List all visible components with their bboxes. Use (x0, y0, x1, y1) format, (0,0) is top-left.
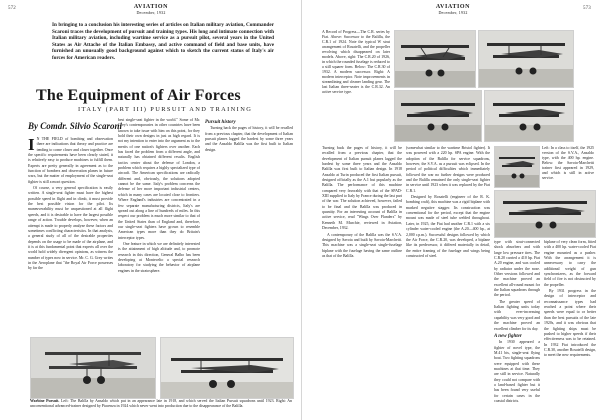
photo-cr32 (484, 90, 574, 142)
paragraph: Of course, a very general specification is easily written. A single-seat fighter must have the highest possible speed in flight and in climb, it must provide the best possible vision for the pilot. Its maneuverability must be unquestioned at all flight speeds, and it is desirable to have the largest possible range of action. Trouble develops, however, when an attempt is made to properly analyze these factors and sometimes conflicting characteristics. In that analysis, a general study of all of the desirable properties depends on the usage to be made of the airplane, and it is at this fundamental point that experts all over the world hold widely divergent opinions, as witness the number of types now in service. Mr. C. G. Grey writes in the Aeroplane that "the Royal Air Force possesses by far the (28, 186, 113, 271)
photo-cr30 (394, 90, 482, 142)
paragraph-text: N THE FIELD of bombing and observation there are indications that theory and practice are tending to come closer and closer together. Once the specific requirements have been clearly stated, it is relatively easy to produce machines to fulfill them. Experts are pretty generally in agreement as to the function of bombers and observation planes in future wars, but the matter of employment of the single-seat fighter is still a moot question. (28, 137, 113, 184)
biplane-photo-icon (395, 91, 481, 141)
article-byline: By Comdr. Silvio Scaroni (28, 121, 123, 131)
biplane-photo-icon (161, 338, 293, 398)
paragraph: Turning back the pages of history, it will be recalled from a previous chapter, that the development of Italian pursuit planes lagged the hardest by some three years and the Ansaldo Balilla was the first built to Italian design. (205, 126, 293, 152)
biplane-photo-icon (395, 31, 475, 87)
running-head-date: December, 1932 (438, 10, 468, 15)
paragraph: biplane of very clean form, fitted with a 400 hp. water-cooled Fiat engine mounted as a pusher. With the arrangement it is unnecessary to carry the additional weight of gun synchronizers, as the forward field of fire is not obstructed by the propeller. (544, 240, 596, 287)
article-column-1 (28, 137, 113, 333)
paragraph: Turning back the pages of history, it will be recalled from a previous chapter, that the development of Italian pursuit planes lagged the hardest by some three years and the Ansaldo Balilla was first built to Italian design. In 1918 Ansaldo at Turin produced the first Italian pursuit, designed officially as the A.1 but popularly as the Balilla. The performance of this machine compared very favorably with that of the SPAD-XIII supplied to Italy by France during the last part of the war. The solution achieved, however, failed to be final and the Balilla was produced in quantity. For an interesting account of Balilla in active service, read "Wings Over Flanders" by Kenneth M. Murchie, reviewed in Aviation, December, 1932. (322, 146, 402, 231)
intro-paragraph: In bringing to a conclusion his interesting series of articles on Italian military aviation, Commander Scaroni traces the development of pursuit and training types. His long and intimate connection with Italian military aviation, including wartime service as a pursuit pilot, several years in the United States as Air Attache of the Italian Embassy, and active command of field and base units, have furnished an unusually good background against which to sketch the current status of Italy's air forces for American readers. (52, 22, 274, 61)
photo-balilla (30, 337, 156, 399)
paragraph: A contemporary of the Balilla was the S.V.A. designed by Savoia and built by Savoia-Marchetti. This machine was a single-seat single-fuselage biplane with the fuselage having the same outline as that of the Balilla. (322, 232, 402, 258)
article-subtitle: ITALY (PART III) PURSUIT AND TRAINING (78, 106, 253, 113)
paragraph: type with strut-connected shock absorbers and with large low pressure tires. The C.R.20 carried a 410 hp. Fiat A.20 engine, and was cooled by radiator under the nose. Other versions followed and the machine proved an excellent all-round mount for the Italian squadrons through the period. (494, 240, 540, 298)
biplane-photo-icon (495, 191, 595, 237)
paragraph: One feature in which we are definitely interested is the attainment of high altitude and, to promote research in this direction, General Balbo has been developing at Montecelio a special research laboratory for studying the behavior of airplane engines in the stratosphere. (118, 241, 200, 273)
running-head-right (413, 4, 493, 16)
article-column-2 (118, 118, 200, 333)
article-title: The Equipment of Air Forces (36, 87, 241, 104)
section-heading: A new fighter (494, 333, 522, 339)
drop-cap: I (28, 137, 35, 154)
page-number-left: 572 (8, 6, 16, 11)
photo-cr1 (394, 30, 476, 88)
article-column-6 (494, 240, 540, 414)
page-number-right: 573 (583, 6, 591, 11)
caption-text: Left: The Balilla by Ansaldo which put in an appearance late in 1918, and which served the Italian Pursuit squadrons until 1923. Right: An unconventional advanced-trainer designed by Piacenza in 1924 which never went into production due to the disappearance of the Balilla. (30, 399, 292, 408)
article-column-7 (544, 240, 596, 414)
photo-caption-bottom (30, 399, 292, 419)
paragraph: By 1931 progress in the design of interceptor and reconnaissance types had reached a point where their speeds were equal to or better than the best pursuits of the late 1920s, and it was obvious that the fighting ships must be pushed to higher speeds if their effectiveness was to be retained. In 1932 Fiat introduced the C.R.30, another Rosatelli design, to meet the new requirements. (544, 289, 596, 358)
caption-title: Warbine Pursuit. (30, 399, 60, 403)
article-column-3 (205, 118, 293, 333)
paragraph: Designed by Rosatelli (engineer of the R. K. bombing craft), this machine was a rigid biplane with marked negative stagger. Its construction was conventional for the period, except that the engine mount was made of steel tube welded throughout. Later, in 1925, the Fiat had another C.R.1 with a six cylinder water-cooled engine (the A.20—400 hp., at 2,000 r.p.m.). Successful designs followed by which the Air Force, the C.R.20, was developed, a biplane like its predecessor, it differed materially in detail, the entire framing of the fuselage and wings being constructed of steel. (406, 195, 490, 258)
right-page (302, 0, 604, 420)
article-column-4 (322, 146, 402, 414)
photo-trainer (160, 337, 294, 399)
running-head-title: AVIATION (435, 4, 471, 10)
photo-cr20 (478, 30, 574, 88)
article-column-5 (406, 146, 490, 414)
running-head-title: AVIATION (133, 4, 169, 10)
running-head-date: December, 1932 (136, 10, 166, 15)
biplane-photo-icon (31, 338, 155, 398)
section-heading: Pursuit history (205, 120, 236, 125)
biplane-photo-icon (485, 91, 573, 141)
paragraph (28, 137, 113, 185)
paragraph: The greater speed of Italian fighting units today with ever-increasing capability was very good and the machine proved an excellent climber for its day. (494, 299, 540, 331)
paragraph: (somewhat similar to the wartime Bristol fighter). It was powered with a 220 hp. SPA engine. With the adoption of the Balilla for service squadrons, however, the S.V.A. as a pursuit was eclipsed. In the period of political difficulties which immediately followed the war no further designs were produced and the Balilla remained the only single-seat fighter in service until 1923 when it was replaced by the Fiat C.R.1. (406, 146, 490, 193)
biplane-photo-icon (479, 31, 573, 87)
paragraph: In 1930 appeared a fighter of novel type, the M.41 bis, single-seat flying boat. Two fighting squadrons were equipped with these machines at that time. They are still in service. Naturally they could not compare with a land-based fighter but it has been found very useful for certain cases in the coastal districts. (494, 340, 540, 403)
photo-sva (494, 146, 540, 188)
photo-savoia-trainer (494, 190, 596, 238)
paragraph: best single-seat fighter in the world." Some of Mr. Grey's contemporaries in other countries have been known to take issue with him on this point, for they hold their own designs in just as high regard. It is not my intention to enter into the argument as to the merits of one nation's fighters over another. Each has faced the problem from a different angle, and naturally has obtained different results. English tactics center about the defense of London, a problem which requires a highly specialized type of aircraft. The American specifications are radically different and, obviously, the solutions adopted cannot be the same. Italy's problem concerns the defense of her more important industrial centers, which in many cases are located close to frontiers. Where England's industries are concentrated in a few separate manufacturing districts, Italy's are spread out along a line of hundreds of miles. In this respect our problem is much more similar to that of the United States than of England and, therefore, our single-seat fighters have grown to resemble American types more than they do Britain's interceptor types. (118, 118, 200, 240)
photo-caption-right: Left: In a class to itself, the 1925 version of the S.V.A., Ansaldo type, with the 400 hp. engine. Below: the Savoia-Marchetti trainer first appeared in 1929, and which is still in active service. (542, 146, 594, 180)
biplane-photo-icon (495, 147, 539, 187)
running-head-left (111, 4, 191, 16)
photo-caption-top: A Record of Progress—The C.R. series by Fiat. Above: Successor to the Balilla, the C.R.1 of 1924. Note the typical W strut arrangement of Rosatelli, and the propeller revolving which disappeared on later models. Above, right: The C.R.20 of 1926, in which the rounded fuselage is reduced to a still squarer form. Below: The C.R.30 of 1932. A modern successor. Right: A modern interceptor. Note improvements in streamlining and cleaner landing gear. The last Italian three-seater is the C.R.32. An active service type. (322, 30, 390, 94)
